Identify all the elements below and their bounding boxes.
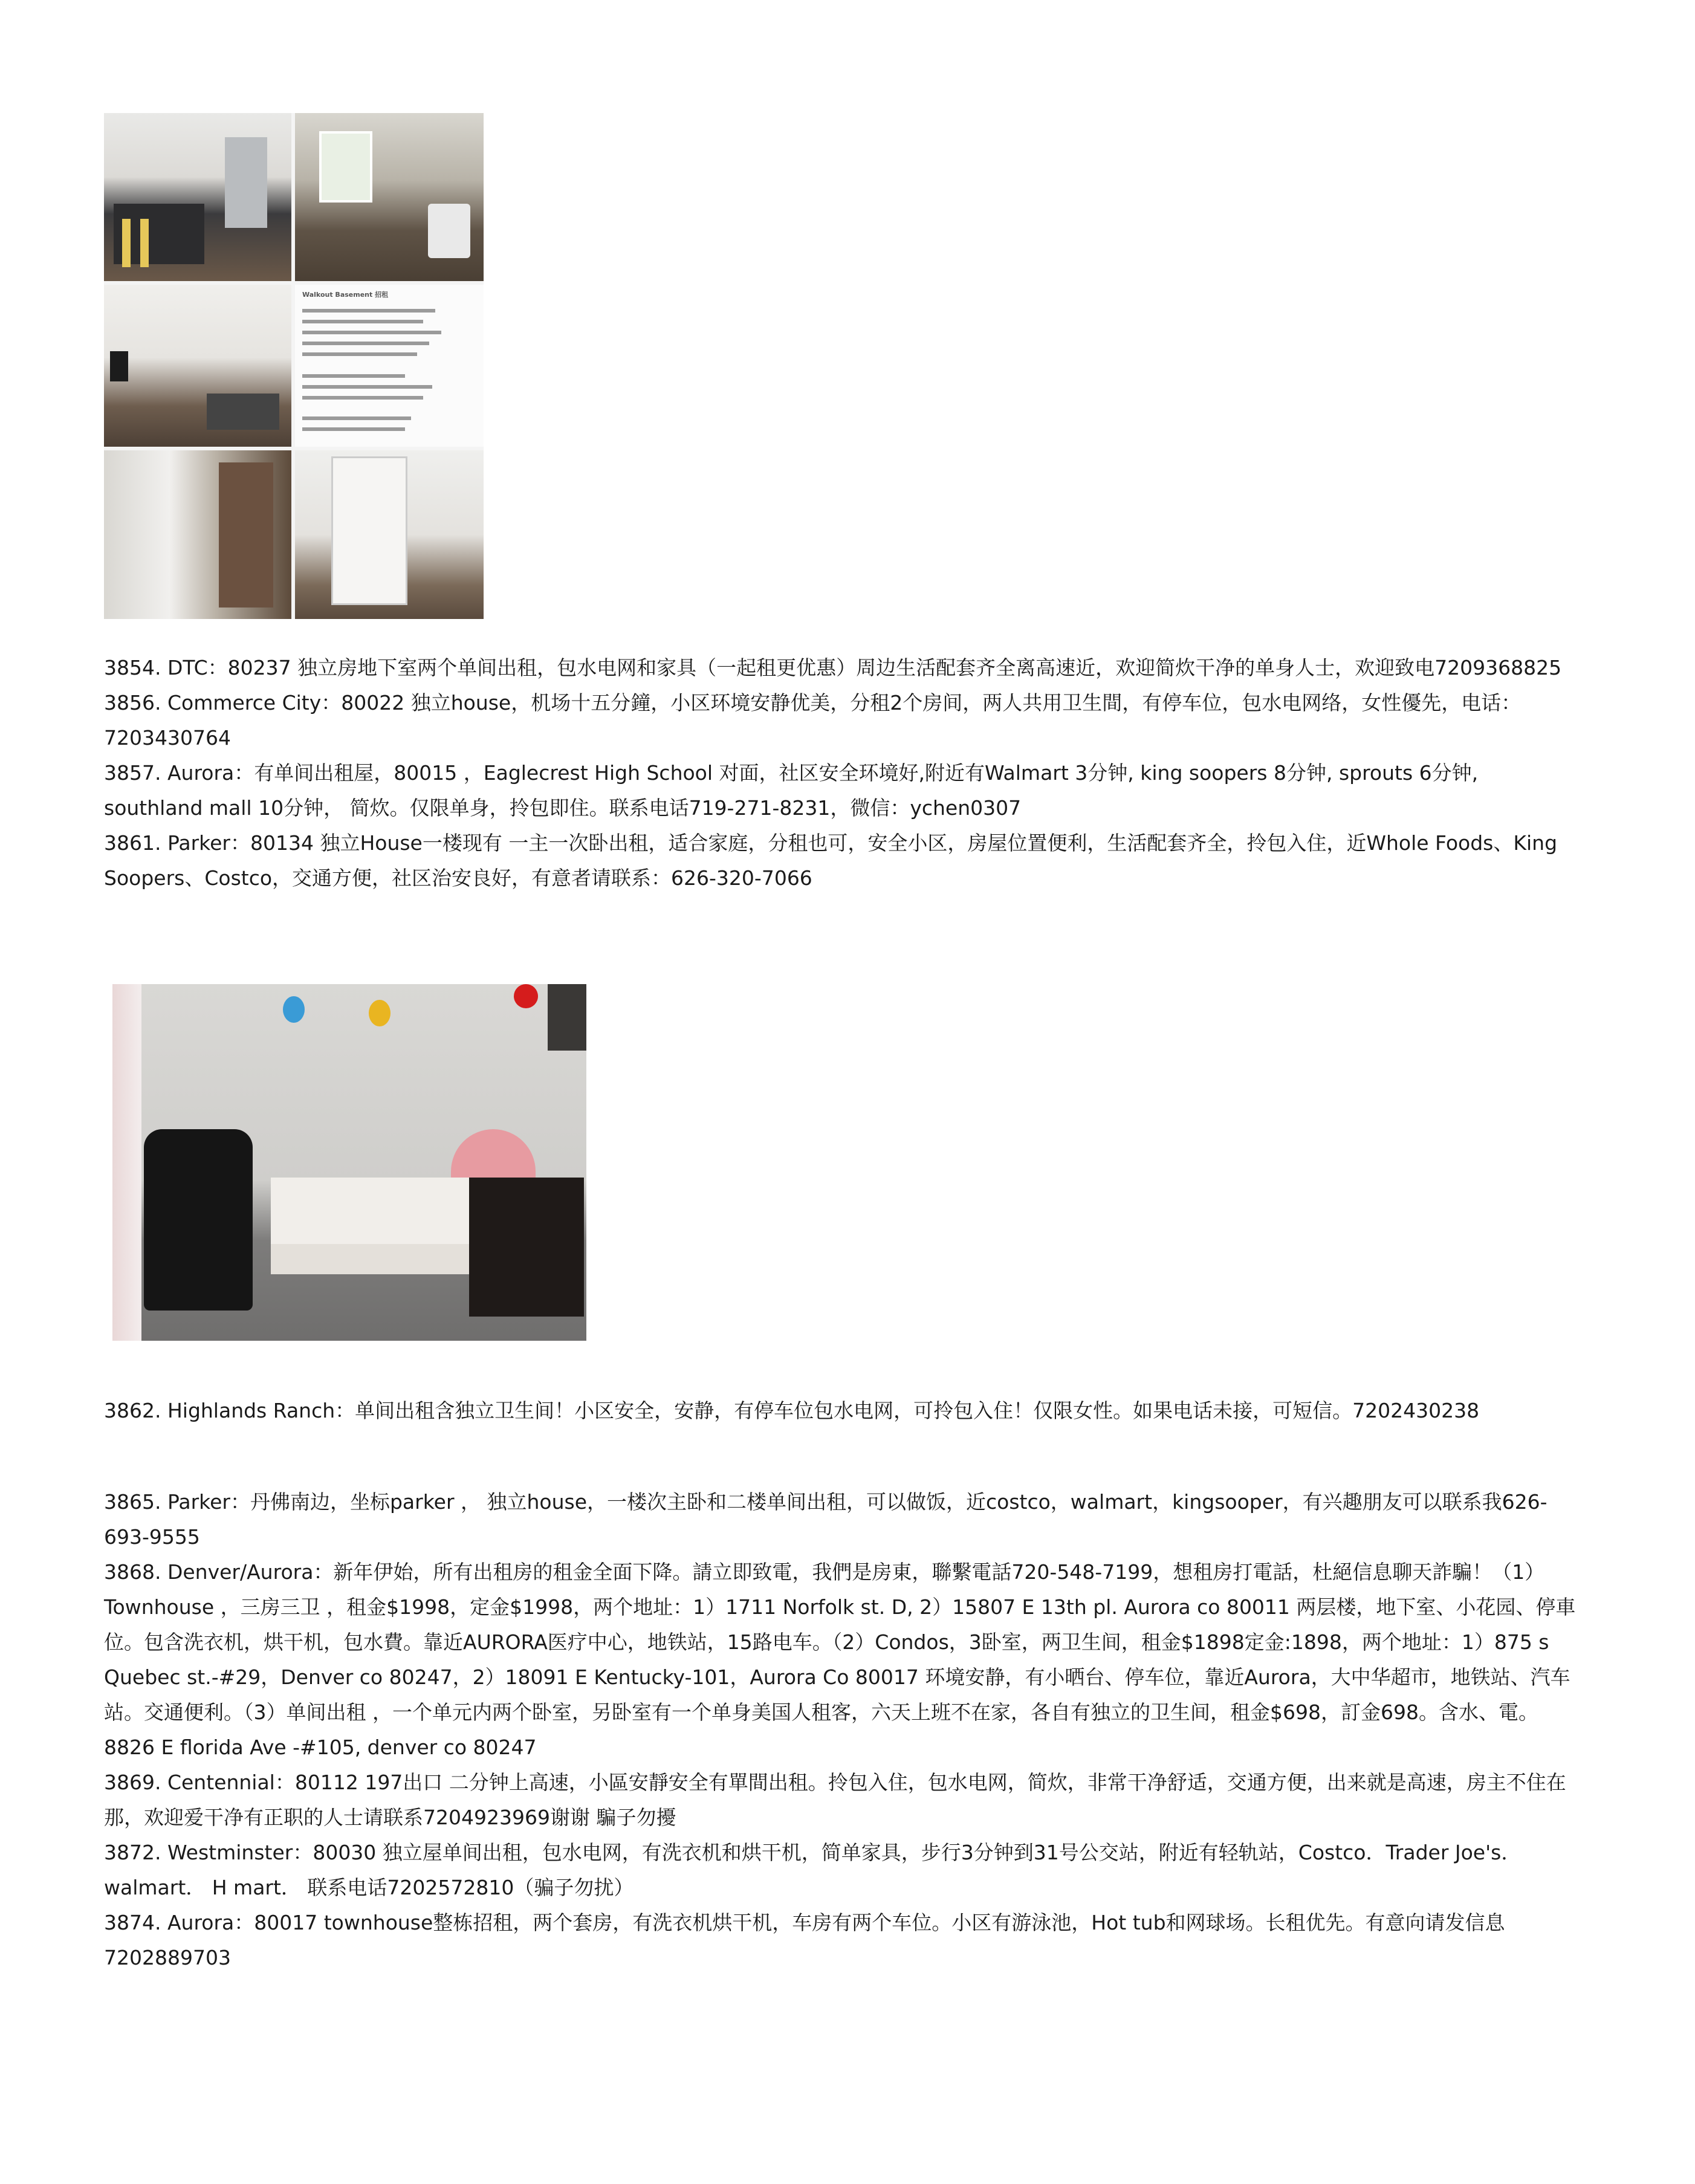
listing-3868: 3868. Denver/Aurora：新年伊始，所有出租房的租金全面下降。請立即致電，我們是房東，聯繫電話720-548-7199，想租房打電話，杜絕信息聊天詐騙！（1）Townhouse ，三房三卫 ，租金$1998，定金$1998，两个地址：1）1711 Norfolk st. D, 2）15807 E 13th pl. Aurora co 80011 两层楼，地下室、小花园、停車位。包含洗衣机，烘干机，包水費。靠近AURORA医疗中心，地铁站，15路电车。（2）Condos，3卧室，两卫生间，租金$1898定金:1898，两个地址：1）875 s Quebec st.-#29，Denver co 80247，2）18091 E Kentucky-101，Aurora Co 80017 环境安静，有小晒台、停车位，靠近Aurora，大中华超市，地铁站、汽车站。交通便利。（3）单间出租 ，一个单元内两个卧室，另卧室有一个单身美国人租客，六天上班不在家，各自有独立的卫生间，租金$698，訂金698。含水、電。8826 E florida Ave -#105, denver co 80247 (104, 1560, 1576, 1759)
listing-3862: 3862. Highlands Ranch：单间出租含独立卫生间！小区安全，安静，有停车位包水电网，可拎包入住！仅限女性。如果电话未接，可短信。7202430238 (104, 1399, 1480, 1422)
hallway-photo (295, 450, 484, 619)
kitchen-photo (104, 113, 291, 281)
bedroom-photo (112, 984, 586, 1341)
listing-3865: 3865. Parker：丹佛南边，坐标parker ， 独立house，一楼次主卧和二楼单间出租，可以做饭，近costco，walmart，kingsooper，有兴趣朋友可以联系我626-693-9555 (104, 1490, 1548, 1549)
listings-bottom (104, 1485, 1579, 1975)
flyer-heading: Walkout Basement 招租 (302, 291, 389, 299)
collage-photo (104, 113, 484, 619)
listing-3856: 3856. Commerce City：80022 独立house，机场十五分鐘，小区环境安静优美，分租2个房间，两人共用卫生間，有停车位，包水电网络，女性優先，电话：7203430764 (104, 691, 1522, 750)
listings-top (104, 650, 1579, 896)
rental-flyer (295, 285, 484, 447)
living-room-photo (104, 285, 291, 447)
listing-3869: 3869. Centennial：80112 197出口 二分钟上高速，小區安靜安全有單間出租。拎包入住，包水电网，简炊，非常干净舒适，交通方便，出来就是高速，房主不住在那，欢迎爱干净有正职的人士请联系7204923969谢谢 騙子勿擾 (104, 1771, 1566, 1829)
listing-3854: 3854. DTC：80237 独立房地下室两个单间出租，包水电网和家具（一起租更优惠）周边生活配套齐全离高速近，欢迎简炊干净的单身人士，欢迎致电7209368825 (104, 656, 1562, 679)
listing-3857: 3857. Aurora：有单间出租屋，80015 ，Eaglecrest High School 对面，社区安全环境好,附近有Walmart 3分钟, king soopers 8分钟, sprouts 6分钟, southland mall 10分钟， 简炊。仅限单身，拎包即住。联系电话719-271-8231，微信：ychen0307 (104, 761, 1479, 820)
laundry-photo (295, 113, 484, 281)
bathroom-photo (104, 450, 291, 619)
listing-3874: 3874. Aurora：80017 townhouse整栋招租，两个套房，有洗衣机烘干机，车房有两个车位。小区有游泳池，Hot tub和网球场。长租优先。有意向请发信息7202889703 (104, 1911, 1505, 1969)
listing-3861: 3861. Parker：80134 独立House一楼现有 一主一次卧出租，适合家庭，分租也可，安全小区，房屋位置便利，生活配套齐全，拎包入住，近Whole Foods、King Soopers、Costco，交通方便，社区治安良好，有意者请联系：626-320-7066 (104, 831, 1558, 890)
listing-middle (104, 1393, 1579, 1428)
listing-3872: 3872. Westminster：80030 独立屋单间出租，包水电网，有洗衣机和烘干机，简单家具，步行3分钟到31号公交站，附近有轻轨站，Costco．Trader Joe's．walmart． H mart． 联系电话7202572810（骗子勿扰） (104, 1841, 1522, 1899)
